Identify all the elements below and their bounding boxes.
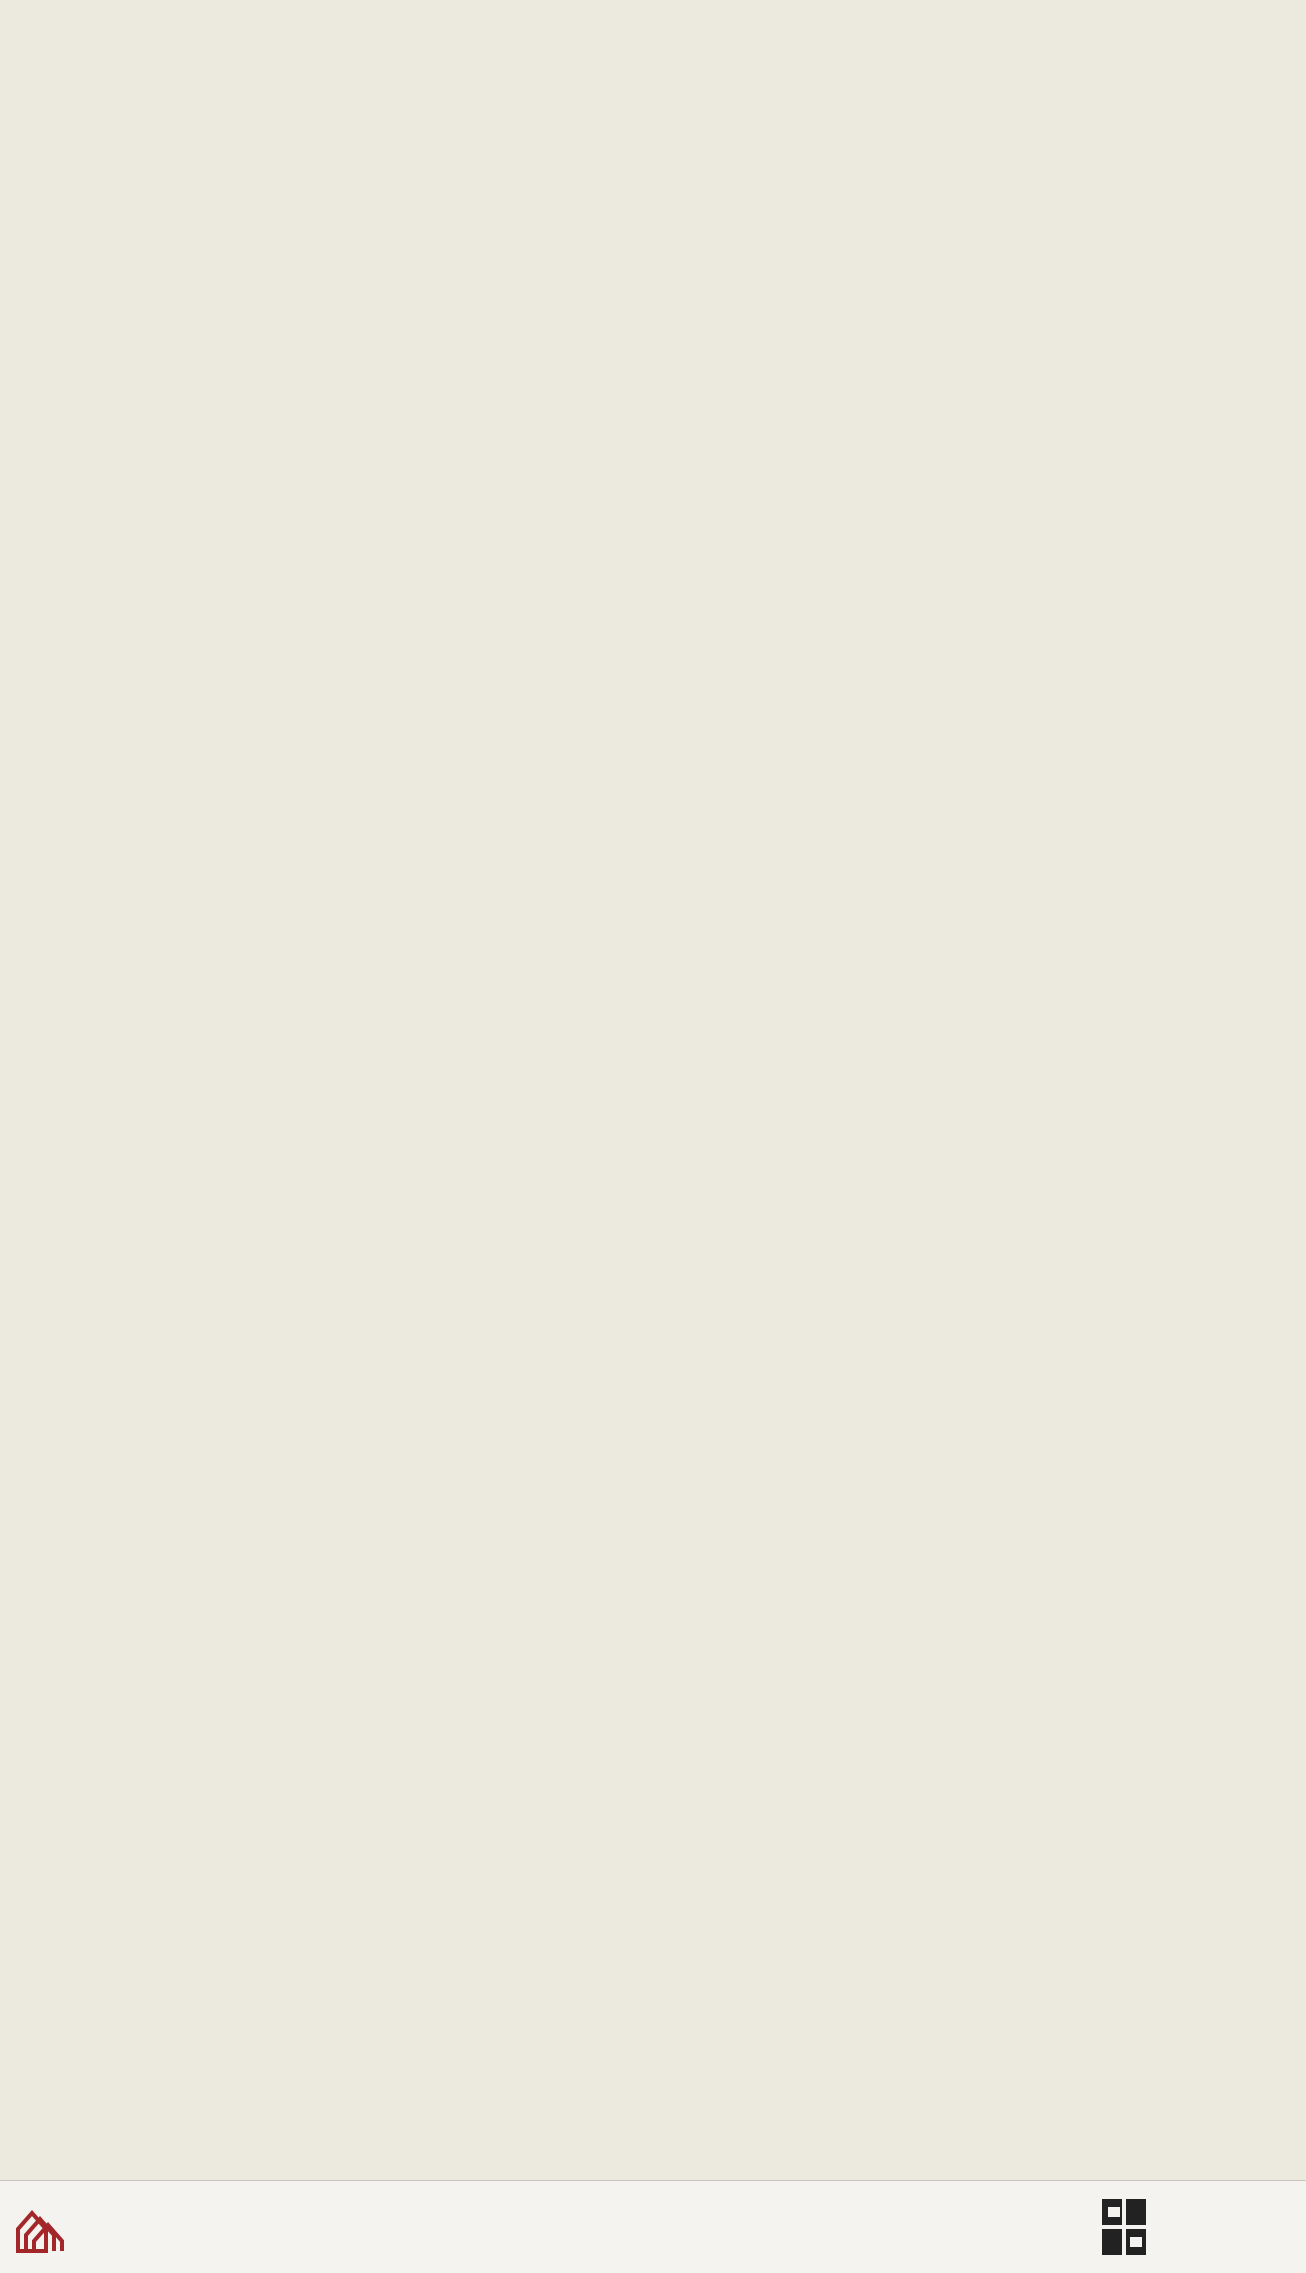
letter-first-line: [235, 1070, 1175, 1140]
getty-logo-icon: [1100, 2197, 1148, 2257]
page-header: [245, 150, 945, 210]
footer-bar: [0, 2180, 1306, 2273]
university-library-logo-icon: [12, 2199, 70, 2257]
ornamental-divider: [235, 612, 1180, 662]
